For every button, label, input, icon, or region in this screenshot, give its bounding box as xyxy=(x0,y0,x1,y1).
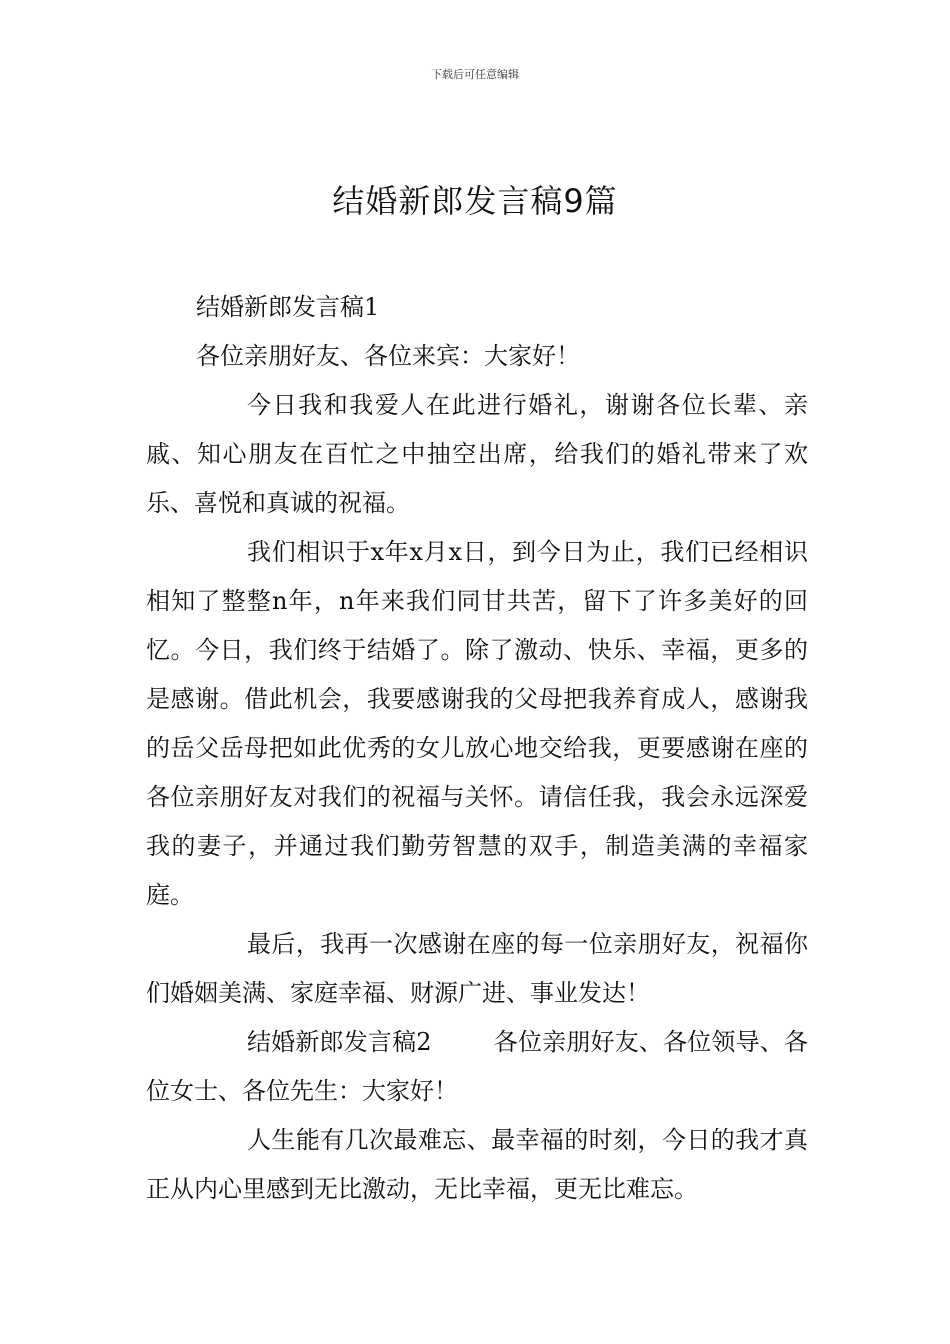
section-2-heading: 结婚新郎发言稿2 xyxy=(247,1028,432,1056)
section-1-paragraph-3: 最后，我再一次感谢在座的每一位亲朋好友，祝福你们婚姻美满、家庭幸福、财源广进、事业发达！ xyxy=(146,930,808,1007)
document-title: 结婚新郎发言稿9篇 xyxy=(332,182,618,220)
document-body xyxy=(146,283,808,1214)
section-1-greeting: 各位亲朋好友、各位来宾：大家好！ xyxy=(196,342,580,370)
section-1-paragraph-2: 我们相识于x年x月x日，到今日为止，我们已经相识相知了整整n年，n年来我们同甘共苦，留下了许多美好的回忆。今日，我们终于结婚了。除了激动、快乐、幸福，更多的是感谢。借此机会，我要感谢我的父母把我养育成人，感谢我的岳父岳母把如此优秀的女儿放心地交给我，更要感谢在座的各位亲朋好友对我们的祝福与关怀。请信任我，我会永远深爱我的妻子，并通过我们勤劳智慧的双手，制造美满的幸福家庭。 xyxy=(146,538,808,909)
section-2-paragraph-1: 人生能有几次最难忘、最幸福的时刻，今日的我才真正从内心里感到无比激动，无比幸福，更无比难忘。 xyxy=(146,1126,808,1203)
section-2-intro xyxy=(146,1018,808,1116)
section-2-greeting: 各位亲朋好友、各位领导、各位女士、各位先生：大家好！ xyxy=(146,1028,808,1105)
section-1-paragraph-1: 今日我和我爱人在此进行婚礼，谢谢各位长辈、亲戚、知心朋友在百忙之中抽空出席，给我们的婚礼带来了欢乐、喜悦和真诚的祝福。 xyxy=(146,391,808,517)
section-1-heading: 结婚新郎发言稿1 xyxy=(196,293,380,321)
page-header-note: 下载后可任意编辑 xyxy=(431,68,519,81)
